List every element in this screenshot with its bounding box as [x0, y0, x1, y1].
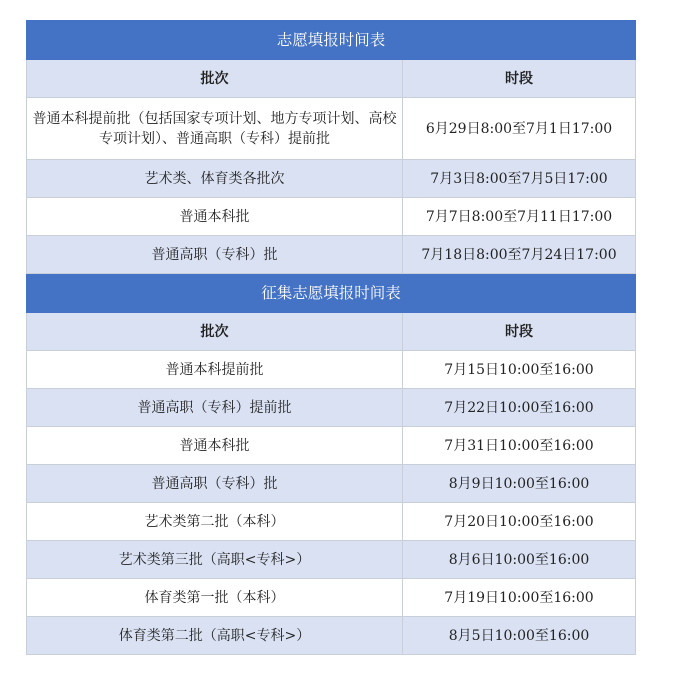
- table1-title: 志愿填报时间表: [27, 21, 636, 60]
- batch-cell: 普通本科批: [27, 427, 403, 465]
- time-cell: 6月29日8:00至7月1日17:00: [403, 98, 636, 160]
- time-cell: 8月9日10:00至16:00: [403, 465, 636, 503]
- table-row: [27, 541, 636, 579]
- time-cell: 7月20日10:00至16:00: [403, 503, 636, 541]
- table1-title-row: [27, 21, 636, 60]
- batch-cell: 艺术类、体育类各批次: [27, 160, 403, 198]
- time-cell: 7月18日8:00至7月24日17:00: [403, 236, 636, 274]
- batch-cell: 体育类第二批（高职<专科>）: [27, 617, 403, 655]
- table-row: [27, 160, 636, 198]
- batch-cell: 普通本科提前批: [27, 351, 403, 389]
- time-cell: 7月15日10:00至16:00: [403, 351, 636, 389]
- table2-header-row: [27, 313, 636, 351]
- table2-header-batch: 批次: [27, 313, 403, 351]
- batch-cell: 艺术类第二批（本科）: [27, 503, 403, 541]
- batch-cell: 普通高职（专科）提前批: [27, 389, 403, 427]
- table1-header-row: [27, 60, 636, 98]
- table-row: [27, 389, 636, 427]
- time-cell: 7月31日10:00至16:00: [403, 427, 636, 465]
- table-row: [27, 98, 636, 160]
- table-row: [27, 617, 636, 655]
- time-cell: 7月22日10:00至16:00: [403, 389, 636, 427]
- table-row: [27, 503, 636, 541]
- batch-cell: 普通本科批: [27, 198, 403, 236]
- table1-header-time: 时段: [403, 60, 636, 98]
- time-cell: 7月7日8:00至7月11日17:00: [403, 198, 636, 236]
- table-row: [27, 427, 636, 465]
- batch-cell: 普通本科提前批（包括国家专项计划、地方专项计划、高校专项计划）、普通高职（专科）提前批: [27, 98, 403, 160]
- batch-cell: 艺术类第三批（高职<专科>）: [27, 541, 403, 579]
- table2-header-time: 时段: [403, 313, 636, 351]
- time-cell: 7月19日10:00至16:00: [403, 579, 636, 617]
- batch-cell: 体育类第一批（本科）: [27, 579, 403, 617]
- batch-cell: 普通高职（专科）批: [27, 236, 403, 274]
- schedule-sheet: [26, 20, 635, 655]
- schedule-table: [26, 20, 636, 655]
- table-row: [27, 579, 636, 617]
- table2-title: 征集志愿填报时间表: [27, 274, 636, 313]
- table2-title-row: [27, 274, 636, 313]
- time-cell: 8月5日10:00至16:00: [403, 617, 636, 655]
- table-row: [27, 236, 636, 274]
- table-row: [27, 351, 636, 389]
- table-row: [27, 198, 636, 236]
- batch-cell: 普通高职（专科）批: [27, 465, 403, 503]
- time-cell: 7月3日8:00至7月5日17:00: [403, 160, 636, 198]
- table1-header-batch: 批次: [27, 60, 403, 98]
- table-row: [27, 465, 636, 503]
- time-cell: 8月6日10:00至16:00: [403, 541, 636, 579]
